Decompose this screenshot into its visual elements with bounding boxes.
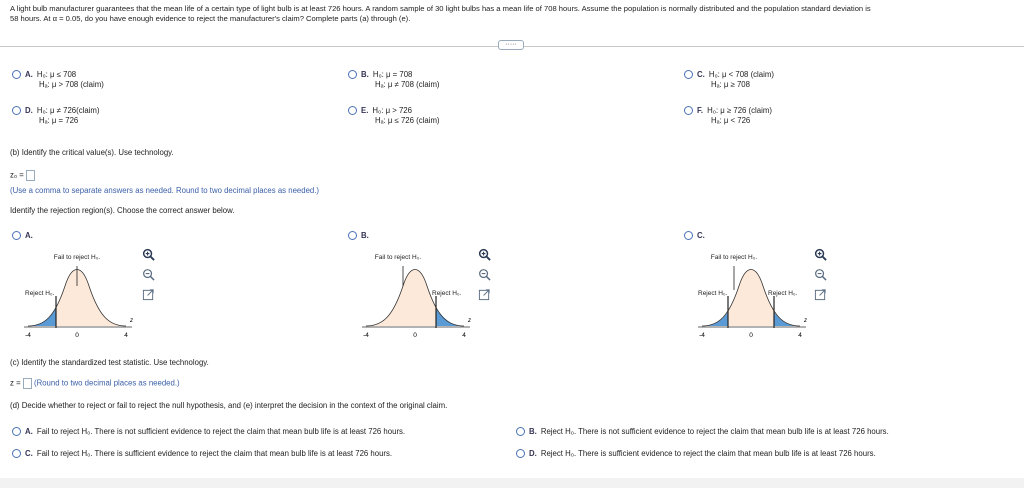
chart-c-reject-right: [774, 312, 800, 326]
option-c[interactable]: C. H₀: μ < 708 (claim) Hₐ: μ ≥ 708: [684, 70, 774, 90]
chart-b-axis-var: z: [468, 318, 471, 324]
chart-c-tick-mid: 0: [749, 332, 753, 339]
chart-a-tick-min: -4: [25, 332, 31, 339]
option-b[interactable]: B. H₀: μ = 708 Hₐ: μ ≠ 708 (claim): [348, 70, 440, 90]
z-label: z =: [10, 378, 21, 388]
zoom-out-icon[interactable]: [142, 268, 155, 281]
region-radio-a[interactable]: [12, 231, 21, 240]
option-a[interactable]: A. H₀: μ ≤ 708 Hₐ: μ > 708 (claim): [12, 70, 104, 90]
chart-c-tools: [814, 248, 827, 301]
zoom-in-icon[interactable]: [142, 248, 155, 261]
radio-b[interactable]: [348, 70, 357, 79]
decision-radio-c[interactable]: [12, 449, 21, 458]
popout-icon[interactable]: [478, 288, 491, 301]
question-line-2: 58 hours. At α = 0.05, do you have enough evidence to reject the manufacturer's claim? Complete parts (a) through (e).: [10, 14, 411, 23]
region-option-b[interactable]: B.: [348, 231, 369, 241]
zoom-in-icon[interactable]: [478, 248, 491, 261]
decision-radio-a[interactable]: [12, 427, 21, 436]
region-option-c[interactable]: C.: [684, 231, 705, 241]
decision-radio-d[interactable]: [516, 449, 525, 458]
part-d-prompt: (d) Decide whether to reject or fail to reject the null hypothesis, and (e) interpret the decision in the context of the original claim.: [10, 401, 448, 410]
decision-option-c[interactable]: C. Fail to reject H₀. There is sufficient evidence to reject the claim that mean bulb life is at least 726 hours.: [12, 449, 392, 459]
chart-c-fail-label: Fail to reject H₀.: [710, 254, 758, 261]
option-f[interactable]: F. H₀: μ ≥ 726 (claim) Hₐ: μ < 726: [684, 106, 772, 126]
popout-icon[interactable]: [142, 288, 155, 301]
radio-a[interactable]: [12, 70, 21, 79]
region-option-a[interactable]: A.: [12, 231, 33, 241]
chart-a-tools: [142, 248, 155, 301]
region-radio-b[interactable]: [348, 231, 357, 240]
chart-a-tick-mid: 0: [75, 332, 79, 339]
region-radio-c[interactable]: [684, 231, 693, 240]
chart-a-reject-left: [28, 308, 56, 326]
chart-b-tools: [478, 248, 491, 301]
decision-option-a[interactable]: A. Fail to reject H₀. There is not sufficient evidence to reject the claim that mean bulb life is at least 726 hours.: [12, 427, 405, 437]
z0-input[interactable]: [26, 170, 35, 181]
decision-option-b[interactable]: B. Reject H₀. There is not sufficient evidence to reject the claim that mean bulb life is at least 726 hours.: [516, 427, 889, 437]
chart-c-reject-right-label: Reject H₀.: [768, 290, 798, 297]
region-chart-a: [20, 246, 140, 342]
radio-c[interactable]: [684, 70, 693, 79]
zoom-in-icon[interactable]: [814, 248, 827, 261]
question-line-1: A light bulb manufacturer guarantees that the mean life of a certain type of light bulb is at least 726 hours. A random sample of 30 light bulbs has a mean life of 708 hours. Assume the population is normally distributed and the population standard deviation is: [10, 4, 871, 13]
question-text: [10, 4, 1018, 24]
option-e[interactable]: E. H₀: μ > 726 Hₐ: μ ≤ 726 (claim): [348, 106, 440, 126]
chart-c-tick-min: -4: [699, 332, 705, 339]
region-chart-b: [358, 246, 478, 342]
chart-b-curve-fill: [366, 270, 464, 327]
decision-option-d[interactable]: D. Reject H₀. There is sufficient evidence to reject the claim that mean bulb life is at least 726 hours.: [516, 449, 876, 459]
z0-label: z₀ =: [10, 170, 24, 180]
z-input[interactable]: [23, 378, 32, 389]
chart-b-tick-min: -4: [363, 332, 369, 339]
zoom-out-icon[interactable]: [478, 268, 491, 281]
region-prompt: Identify the rejection region(s). Choose the correct answer below.: [10, 206, 235, 215]
region-chart-c: [694, 246, 814, 342]
decision-radio-b[interactable]: [516, 427, 525, 436]
chart-a-axis-var: z: [130, 318, 133, 324]
footer-bar: [0, 478, 1024, 488]
chart-b-reject-label: Reject H₀.: [432, 290, 462, 297]
chart-b-fail-label: Fail to reject H₀.: [374, 254, 422, 261]
radio-e[interactable]: [348, 106, 357, 115]
z0-row: [10, 170, 35, 181]
chart-c-curve-fill: [702, 270, 800, 327]
popout-icon[interactable]: [814, 288, 827, 301]
chart-c-axis-var: z: [804, 318, 807, 324]
radio-d[interactable]: [12, 106, 21, 115]
chart-b-tick-max: 4: [462, 332, 466, 339]
part-b-prompt: (b) Identify the critical value(s). Use technology.: [10, 148, 174, 157]
chart-a-tick-max: 4: [124, 332, 128, 339]
chart-a-reject-label: Reject H₀.: [25, 290, 55, 297]
zoom-out-icon[interactable]: [814, 268, 827, 281]
z-row: [10, 378, 180, 389]
chart-c-reject-left: [702, 312, 728, 326]
chart-c-tick-max: 4: [798, 332, 802, 339]
chart-b-reject-right: [436, 308, 464, 326]
chart-c-reject-left-label: Reject H₀.: [698, 290, 728, 297]
chart-b-tick-mid: 0: [413, 332, 417, 339]
part-b-hint: (Use a comma to separate answers as needed. Round to two decimal places as needed.): [10, 186, 320, 195]
part-c-prompt: (c) Identify the standardized test statistic. Use technology.: [10, 358, 209, 367]
more-button[interactable]: ·····: [498, 40, 524, 50]
part-c-hint: (Round to two decimal places as needed.): [33, 378, 180, 388]
chart-a-fail-label: Fail to reject H₀.: [53, 254, 101, 261]
option-d[interactable]: D. H₀: μ ≠ 726(claim) Hₐ: μ = 726: [12, 106, 100, 126]
radio-f[interactable]: [684, 106, 693, 115]
